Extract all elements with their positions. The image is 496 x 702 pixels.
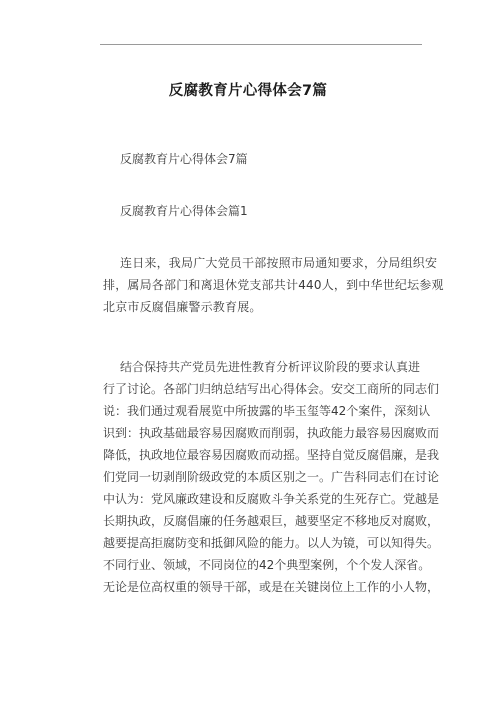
paragraph-line: 们党同一切剥削阶级政党的本质区别之一。广告科同志们在讨论: [103, 470, 440, 484]
paragraph-line: 说：我们通过观看展览中所披露的毕玉玺等42个案件，深刻认: [103, 404, 431, 418]
document-title: 反腐教育片心得体会7篇: [168, 83, 328, 99]
header-rule: [100, 44, 422, 45]
section-heading: 反腐教育片心得体会篇1: [120, 204, 248, 218]
paragraph-line: 北京市反腐倡廉警示教育展。: [103, 300, 262, 314]
paragraph-line: 不同行业、领域，不同岗位的42个典型案例，个个发人深省。: [103, 558, 431, 572]
paragraph-line: 越要提高拒腐防变和抵御风险的能力。以人为镜，可以知得失。: [103, 536, 440, 550]
paragraph-line: 降低，执政地位最容易因腐败而动摇。坚持自觉反腐倡廉，是我: [103, 448, 440, 462]
paragraph-line: 行了讨论。各部门归纳总结写出心得体会。安交工商所的同志们: [103, 382, 440, 396]
paragraph-line: 连日来，我局广大党员干部按照市局通知要求，分局组织安: [120, 256, 438, 270]
paragraph-line: 识到：执政基础最容易因腐败而削弱，执政能力最容易因腐败而: [103, 426, 440, 440]
paragraph-line: 无论是位高权重的领导干部，或是在关键岗位上工作的小人物，: [103, 580, 440, 594]
document-subtitle: 反腐教育片心得体会7篇: [120, 152, 248, 166]
paragraph-line: 中认为：党风廉政建设和反腐败斗争关系党的生死存亡。党越是: [103, 492, 440, 506]
paragraph-line: 结合保持共产党员先进性教育分析评议阶段的要求认真进: [120, 360, 421, 374]
paragraph-line: 排，属局各部门和离退休党支部共计440人，到中华世纪坛参观: [103, 278, 444, 292]
paragraph-line: 长期执政，反腐倡廉的任务越艰巨，越要坚定不移地反对腐败，: [103, 514, 440, 528]
